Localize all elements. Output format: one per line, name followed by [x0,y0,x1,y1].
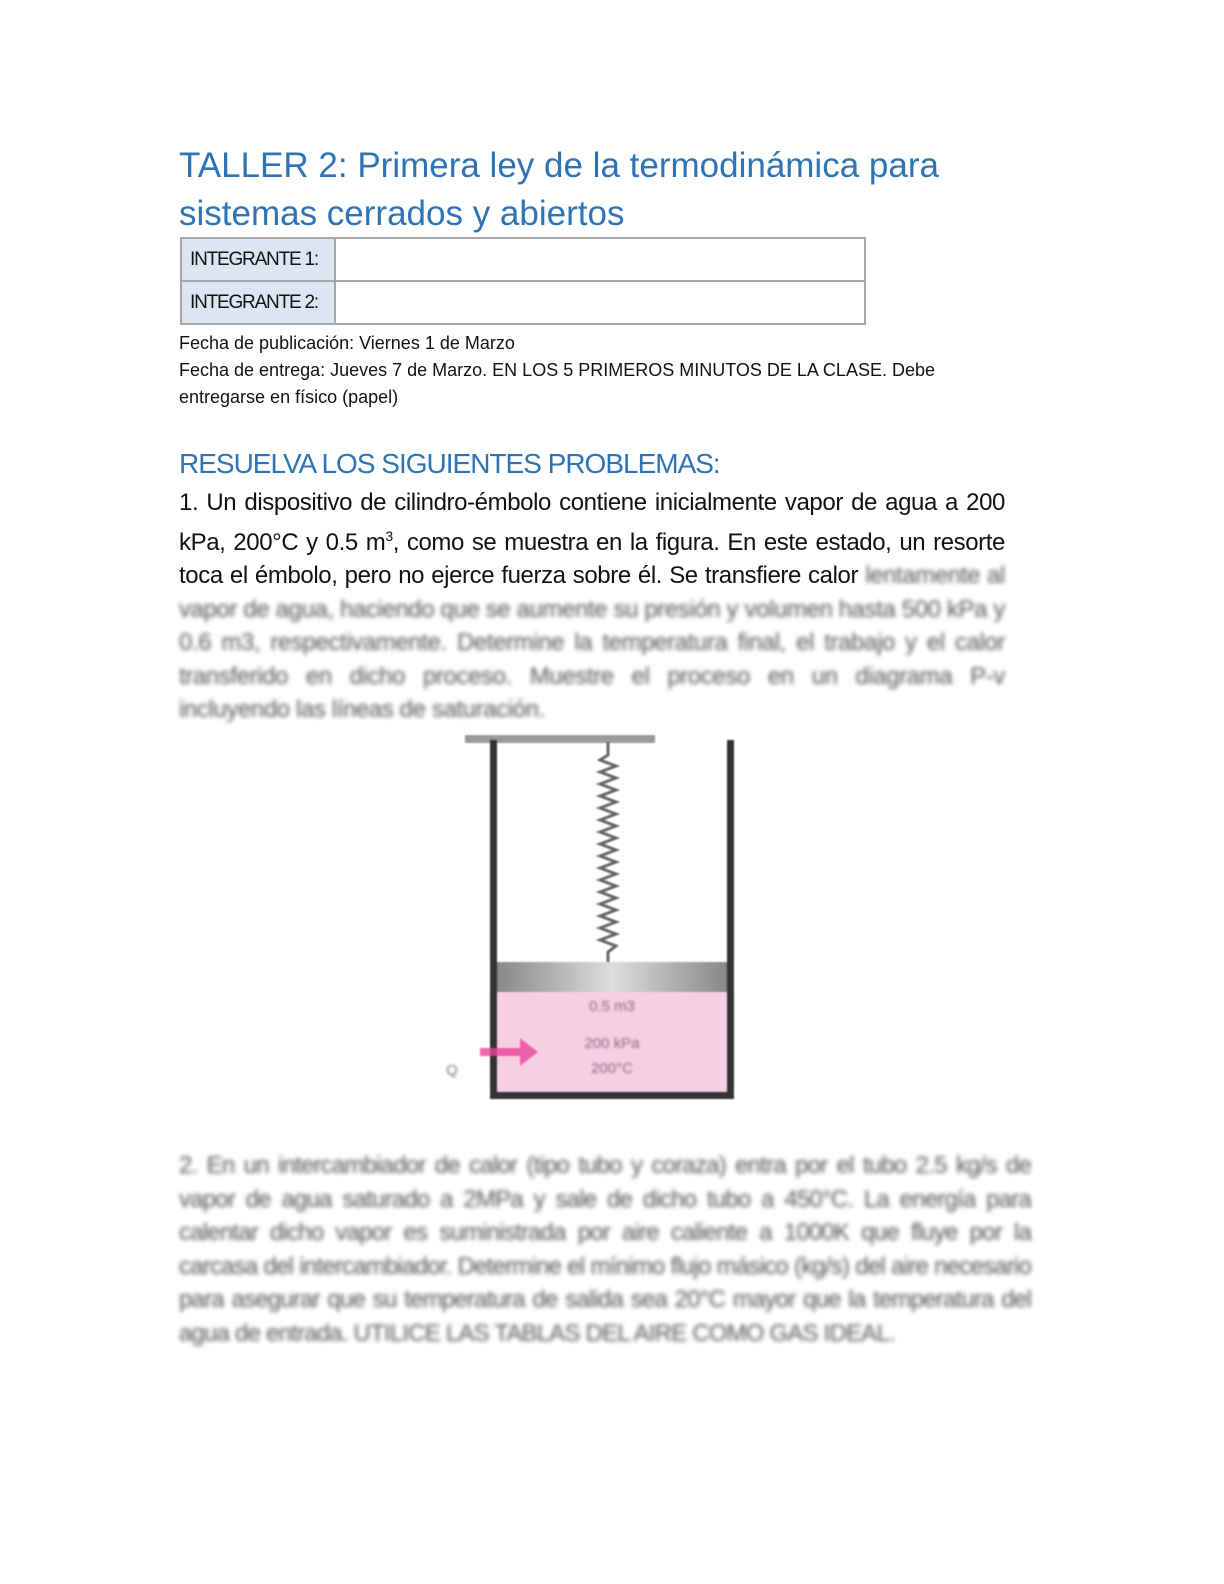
member-value-field[interactable] [335,281,865,324]
problem-1-text-cont: , como se muestra en la figura. En este estado, un resorte toca el émbolo, pero no ejerce fuerza sobre él. Se transfiere calor [179,528,1005,589]
temperature-label: 200°C [591,1060,633,1077]
member-label: INTEGRANTE 1: [181,238,335,281]
publication-date: Fecha de publicación: Viernes 1 de Marzo [179,333,515,353]
cylinder-left-wall [490,740,497,1098]
pressure-label: 200 kPa [584,1035,640,1052]
document-title: TALLER 2: Primera ley de la termodinámica para sistemas cerrados y abiertos [179,146,939,233]
heat-label: Q [446,1062,458,1079]
piston [497,962,727,992]
table-row [181,238,865,281]
problem-1-blurred-text: lentamente al vapor de agua, haciendo que se aumente su presión y volumen hasta 500 kPa y 0.6 m3, respectivamente. Determine la temperatura final, el trabajo y el calor transferido en dicho proceso. Muestre el proceso en un diagrama P-v incluyendo las líneas de saturación. [179,562,1005,723]
spring [600,742,616,962]
superscript: 3 [385,527,393,544]
delivery-date: Fecha de entrega: Jueves 7 de Marzo. EN LOS 5 PRIMEROS MINUTOS DE LA CLASE. Debe entregarse en físico (papel) [179,360,935,407]
problem-2: 2. En un intercambiador de calor (tipo tubo y coraza) entra por el tubo 2.5 kg/s de vapor de agua saturado a 2MPa y sale de dicho tubo a 450°C. La energía para calentar dicho vapor es suministrada por aire caliente a 1000K que fluye por la carcasa del intercambiador. Determine el mínimo flujo másico (kg/s) del aire necesario para asegurar que su temperatura de salida sea 20°C mayor que la temperatura del agua de entrada. UTILICE LAS TABLAS DEL AIRE COMO GAS IDEAL. [179,1152,1031,1347]
problem-1-text: 1. Un dispositivo de cilindro-émbolo contiene inicialmente vapor de agua a 200 kPa, 200°C y 0.5 m [179,489,1005,556]
member-label: INTEGRANTE 2: [181,281,335,324]
volume-label: 0.5 m3 [589,998,635,1015]
cylinder-bottom [490,1092,734,1099]
problem-1 [179,486,1005,727]
section-heading: RESUELVA LOS SIGUIENTES PROBLEMAS: [179,448,720,479]
member-value-field[interactable] [335,238,865,281]
piston-cylinder-diagram [440,730,750,1110]
dates [179,330,979,411]
members-table [180,237,866,325]
cylinder-right-wall [727,740,734,1098]
piston-cylinder-figure [440,730,750,1110]
table-row [181,281,865,324]
